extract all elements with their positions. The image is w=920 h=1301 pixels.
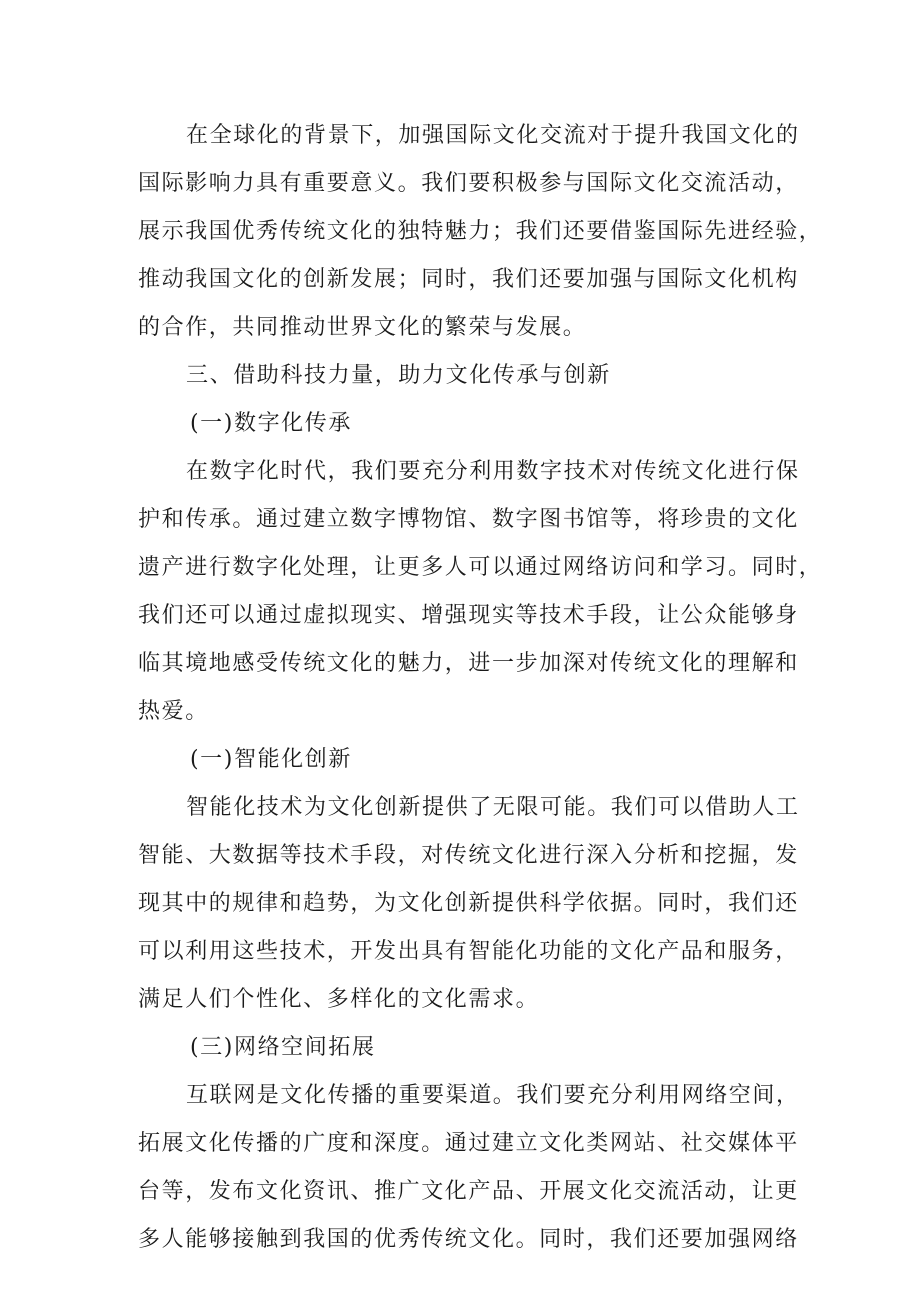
paragraph-line: 临其境地感受传统文化的魅力，进一步加深对传统文化的理解和 — [138, 651, 799, 676]
paragraph-line: 拓展文化传播的广度和深度。通过建立文化类网站、社交媒体平 — [138, 1131, 799, 1156]
paragraph-line: 台等，发布文化资讯、推广文化产品、开展文化交流活动，让更 — [138, 1179, 799, 1204]
section-heading: 三、借助科技力量，助力文化传承与创新 — [186, 363, 611, 388]
paragraph-line: 在数字化时代，我们要充分利用数字技术对传统文化进行保 — [186, 459, 800, 484]
paragraph-line: 可以利用这些技术，开发出具有智能化功能的文化产品和服务， — [138, 939, 799, 964]
paragraph-line: 现其中的规律和趋势，为文化创新提供科学依据。同时，我们还 — [138, 891, 799, 916]
paragraph-line: 热爱。 — [138, 699, 209, 724]
paragraph-line: 满足人们个性化、多样化的文化需求。 — [138, 987, 540, 1012]
intro-paragraph — [138, 112, 823, 352]
paragraph-line: 推动我国文化的创新发展；同时，我们还要加强与国际文化机构 — [138, 267, 799, 292]
paragraph-line: 我们还可以通过虚拟现实、增强现实等技术手段，让公众能够身 — [138, 603, 799, 628]
paragraph-line: 智能化技术为文化创新提供了无限可能。我们可以借助人工 — [186, 795, 800, 820]
paragraph-line: 互联网是文化传播的重要渠道。我们要充分利用网络空间， — [186, 1083, 800, 1108]
paragraph-line: 护和传承。通过建立数字博物馆、数字图书馆等，将珍贵的文化 — [138, 507, 799, 532]
paragraph-line: 智能、大数据等技术手段，对传统文化进行深入分析和挖掘，发 — [138, 843, 799, 868]
subsection-heading: (一)智能化创新 — [190, 747, 352, 772]
subsection-heading: (三)网络空间拓展 — [190, 1035, 376, 1060]
subsection-paragraph — [138, 784, 800, 1024]
paragraph-line: 多人能够接触到我国的优秀传统文化。同时，我们还要加强网络 — [138, 1227, 799, 1252]
paragraph-line: 在全球化的背景下，加强国际文化交流对于提升我国文化的 — [186, 123, 800, 148]
document-page — [138, 112, 823, 1264]
paragraph-line: 展示我国优秀传统文化的独特魅力；我们还要借鉴国际先进经验， — [138, 219, 823, 244]
subsection-heading: (一)数字化传承 — [190, 411, 352, 436]
paragraph-line: 国际影响力具有重要意义。我们要积极参与国际文化交流活动， — [138, 171, 799, 196]
subsection-paragraph — [138, 1072, 800, 1264]
paragraph-line: 的合作，共同推动世界文化的繁荣与发展。 — [138, 315, 587, 340]
paragraph-line: 遗产进行数字化处理，让更多人可以通过网络访问和学习。同时， — [138, 555, 823, 580]
subsection-paragraph — [138, 448, 823, 736]
